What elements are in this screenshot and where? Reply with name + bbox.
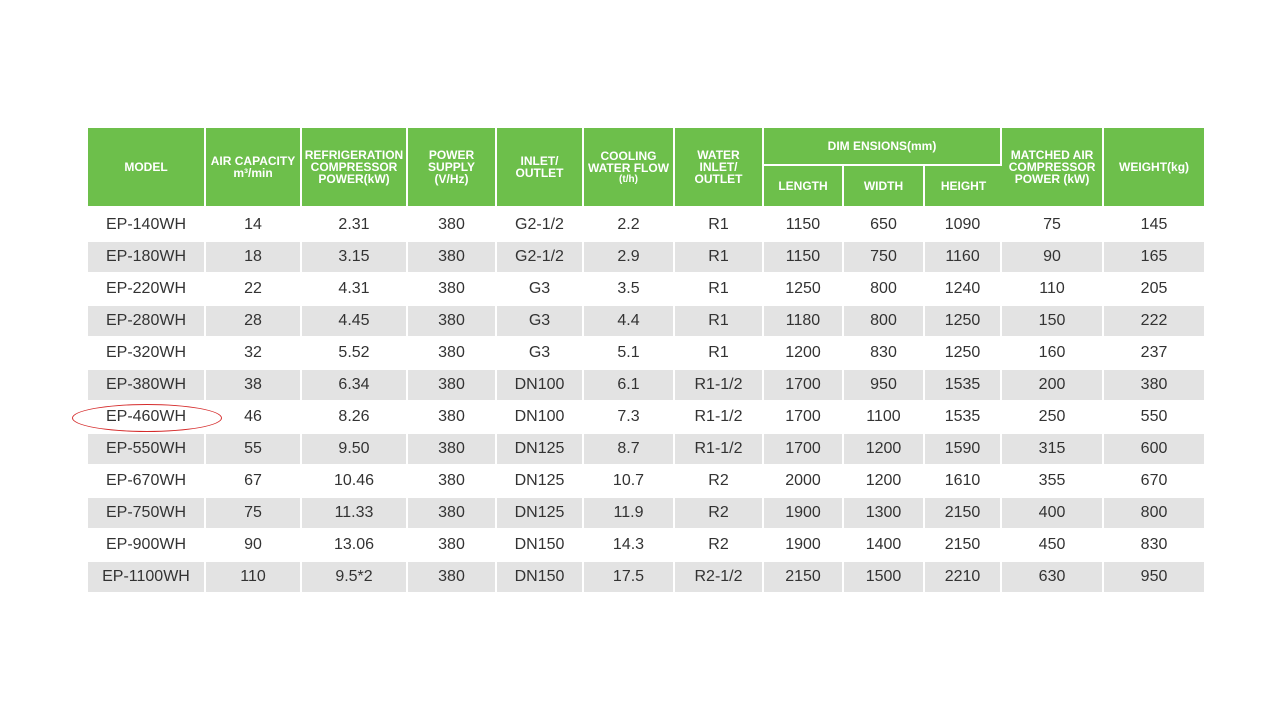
cell-power-supply: 380 (408, 528, 497, 560)
header-air-capacity (206, 128, 302, 206)
cell-cooling-water-flow: 11.9 (584, 496, 675, 528)
cell-model: EP-550WH (88, 432, 206, 464)
cell-model: EP-1100WH (88, 560, 206, 592)
cell-weight: 165 (1104, 240, 1204, 272)
header-power-supply-label: POWER SUPPLY (428, 148, 475, 174)
table-row (88, 304, 1204, 336)
cell-power-supply: 380 (408, 560, 497, 592)
header-water-inlet-outlet: WATER INLET/ OUTLET (675, 128, 764, 206)
cell-air-capacity: 90 (206, 528, 302, 560)
cell-water-inlet-outlet: R1 (675, 304, 764, 336)
cell-refrigeration-power: 9.50 (302, 432, 408, 464)
cell-weight: 205 (1104, 272, 1204, 304)
cell-height: 1090 (925, 206, 1002, 240)
cell-height: 1160 (925, 240, 1002, 272)
cell-weight: 380 (1104, 368, 1204, 400)
cell-width: 800 (844, 272, 925, 304)
cell-matched-air-power: 400 (1002, 496, 1104, 528)
cell-water-inlet-outlet: R1 (675, 272, 764, 304)
cell-water-inlet-outlet: R1-1/2 (675, 368, 764, 400)
cell-air-capacity: 67 (206, 464, 302, 496)
cell-model: EP-180WH (88, 240, 206, 272)
cell-matched-air-power: 315 (1002, 432, 1104, 464)
cell-height: 1250 (925, 304, 1002, 336)
cell-power-supply: 380 (408, 240, 497, 272)
header-cooling-water-flow-label: COOLING WATER FLOW (587, 148, 670, 175)
cell-matched-air-power: 150 (1002, 304, 1104, 336)
cell-water-inlet-outlet: R1 (675, 240, 764, 272)
cell-power-supply: 380 (408, 336, 497, 368)
cell-matched-air-power: 250 (1002, 400, 1104, 432)
cell-length: 1700 (764, 432, 844, 464)
cell-width: 830 (844, 336, 925, 368)
cell-refrigeration-power: 9.5*2 (302, 560, 408, 592)
cell-width: 800 (844, 304, 925, 336)
header-cooling-water-flow-unit: (t/h) (619, 173, 638, 185)
cell-inlet-outlet: DN150 (497, 560, 584, 592)
cell-inlet-outlet: DN125 (497, 432, 584, 464)
cell-power-supply: 380 (408, 464, 497, 496)
cell-water-inlet-outlet: R1-1/2 (675, 432, 764, 464)
header-weight: WEIGHT(kg) (1104, 128, 1204, 206)
cell-cooling-water-flow: 3.5 (584, 272, 675, 304)
cell-length: 1900 (764, 496, 844, 528)
header-length: LENGTH (764, 164, 844, 206)
cell-length: 1900 (764, 528, 844, 560)
cell-weight: 670 (1104, 464, 1204, 496)
cell-cooling-water-flow: 2.9 (584, 240, 675, 272)
table-row (88, 528, 1204, 560)
cell-cooling-water-flow: 17.5 (584, 560, 675, 592)
header-matched-air: MATCHED AIR COMPRESSOR POWER (kW) (1002, 128, 1104, 206)
cell-inlet-outlet: G2-1/2 (497, 240, 584, 272)
cell-length: 1700 (764, 368, 844, 400)
header-air-capacity-label: AIR CAPACITY (210, 154, 296, 168)
cell-water-inlet-outlet: R1 (675, 206, 764, 240)
cell-water-inlet-outlet: R1 (675, 336, 764, 368)
cell-matched-air-power: 110 (1002, 272, 1104, 304)
header-power-supply-unit: (V/Hz) (434, 172, 469, 186)
cell-model: EP-220WH (88, 272, 206, 304)
cell-length: 1180 (764, 304, 844, 336)
cell-length: 1150 (764, 206, 844, 240)
table-row (88, 336, 1204, 368)
cell-width: 650 (844, 206, 925, 240)
header-refrigeration: REFRIGERATION COMPRESSOR POWER(kW) (302, 128, 408, 206)
cell-cooling-water-flow: 4.4 (584, 304, 675, 336)
cell-model: EP-670WH (88, 464, 206, 496)
cell-air-capacity: 38 (206, 368, 302, 400)
cell-cooling-water-flow: 5.1 (584, 336, 675, 368)
table-row (88, 272, 1204, 304)
cell-width: 1400 (844, 528, 925, 560)
cell-cooling-water-flow: 10.7 (584, 464, 675, 496)
cell-cooling-water-flow: 7.3 (584, 400, 675, 432)
cell-matched-air-power: 200 (1002, 368, 1104, 400)
cell-height: 2150 (925, 528, 1002, 560)
cell-weight: 600 (1104, 432, 1204, 464)
cell-power-supply: 380 (408, 496, 497, 528)
cell-width: 1100 (844, 400, 925, 432)
cell-air-capacity: 75 (206, 496, 302, 528)
header-dimensions: DIM ENSIONS(mm) (764, 128, 1002, 164)
cell-height: 1250 (925, 336, 1002, 368)
cell-matched-air-power: 90 (1002, 240, 1104, 272)
spec-table-body (88, 206, 1204, 592)
cell-height: 1535 (925, 400, 1002, 432)
cell-model: EP-140WH (88, 206, 206, 240)
cell-refrigeration-power: 6.34 (302, 368, 408, 400)
header-power-supply (408, 128, 497, 206)
cell-model: EP-460WH (88, 400, 206, 432)
cell-inlet-outlet: G3 (497, 272, 584, 304)
cell-power-supply: 380 (408, 368, 497, 400)
cell-height: 2210 (925, 560, 1002, 592)
cell-inlet-outlet: DN100 (497, 400, 584, 432)
cell-weight: 950 (1104, 560, 1204, 592)
cell-length: 1250 (764, 272, 844, 304)
cell-cooling-water-flow: 14.3 (584, 528, 675, 560)
header-height: HEIGHT (925, 164, 1002, 206)
cell-air-capacity: 18 (206, 240, 302, 272)
cell-model: EP-900WH (88, 528, 206, 560)
header-inlet-outlet: INLET/ OUTLET (497, 128, 584, 206)
table-row (88, 496, 1204, 528)
cell-height: 1610 (925, 464, 1002, 496)
cell-width: 750 (844, 240, 925, 272)
table-row (88, 368, 1204, 400)
cell-water-inlet-outlet: R2-1/2 (675, 560, 764, 592)
table-row (88, 432, 1204, 464)
cell-matched-air-power: 630 (1002, 560, 1104, 592)
cell-inlet-outlet: DN125 (497, 464, 584, 496)
cell-cooling-water-flow: 8.7 (584, 432, 675, 464)
cell-model: EP-380WH (88, 368, 206, 400)
cell-width: 1300 (844, 496, 925, 528)
cell-air-capacity: 46 (206, 400, 302, 432)
header-width: WIDTH (844, 164, 925, 206)
cell-matched-air-power: 160 (1002, 336, 1104, 368)
cell-inlet-outlet: G2-1/2 (497, 206, 584, 240)
cell-weight: 237 (1104, 336, 1204, 368)
cell-inlet-outlet: DN125 (497, 496, 584, 528)
cell-model: EP-320WH (88, 336, 206, 368)
cell-height: 2150 (925, 496, 1002, 528)
cell-length: 2000 (764, 464, 844, 496)
cell-width: 1200 (844, 432, 925, 464)
spec-table (88, 128, 1204, 592)
cell-length: 1700 (764, 400, 844, 432)
cell-weight: 222 (1104, 304, 1204, 336)
table-row (88, 400, 1204, 432)
cell-inlet-outlet: G3 (497, 304, 584, 336)
table-row (88, 206, 1204, 240)
cell-weight: 830 (1104, 528, 1204, 560)
cell-inlet-outlet: DN100 (497, 368, 584, 400)
header-model: MODEL (88, 128, 206, 206)
header-air-capacity-unit: m³/min (233, 166, 273, 180)
cell-power-supply: 380 (408, 432, 497, 464)
cell-matched-air-power: 75 (1002, 206, 1104, 240)
cell-width: 1500 (844, 560, 925, 592)
cell-width: 1200 (844, 464, 925, 496)
cell-refrigeration-power: 2.31 (302, 206, 408, 240)
cell-cooling-water-flow: 2.2 (584, 206, 675, 240)
cell-inlet-outlet: DN150 (497, 528, 584, 560)
cell-refrigeration-power: 3.15 (302, 240, 408, 272)
cell-model: EP-750WH (88, 496, 206, 528)
cell-height: 1535 (925, 368, 1002, 400)
cell-weight: 800 (1104, 496, 1204, 528)
cell-refrigeration-power: 5.52 (302, 336, 408, 368)
cell-air-capacity: 32 (206, 336, 302, 368)
cell-refrigeration-power: 4.45 (302, 304, 408, 336)
header-cooling-water-flow (584, 128, 675, 206)
cell-length: 1200 (764, 336, 844, 368)
cell-air-capacity: 22 (206, 272, 302, 304)
cell-air-capacity: 28 (206, 304, 302, 336)
table-row (88, 240, 1204, 272)
cell-width: 950 (844, 368, 925, 400)
cell-matched-air-power: 355 (1002, 464, 1104, 496)
cell-power-supply: 380 (408, 304, 497, 336)
table-row (88, 464, 1204, 496)
cell-water-inlet-outlet: R2 (675, 528, 764, 560)
cell-air-capacity: 110 (206, 560, 302, 592)
cell-air-capacity: 55 (206, 432, 302, 464)
cell-height: 1240 (925, 272, 1002, 304)
cell-length: 2150 (764, 560, 844, 592)
cell-refrigeration-power: 13.06 (302, 528, 408, 560)
cell-power-supply: 380 (408, 206, 497, 240)
cell-height: 1590 (925, 432, 1002, 464)
cell-refrigeration-power: 4.31 (302, 272, 408, 304)
cell-power-supply: 380 (408, 272, 497, 304)
table-row (88, 560, 1204, 592)
cell-matched-air-power: 450 (1002, 528, 1104, 560)
cell-refrigeration-power: 10.46 (302, 464, 408, 496)
cell-water-inlet-outlet: R2 (675, 464, 764, 496)
cell-cooling-water-flow: 6.1 (584, 368, 675, 400)
cell-weight: 550 (1104, 400, 1204, 432)
cell-power-supply: 380 (408, 400, 497, 432)
cell-inlet-outlet: G3 (497, 336, 584, 368)
cell-length: 1150 (764, 240, 844, 272)
cell-weight: 145 (1104, 206, 1204, 240)
cell-refrigeration-power: 8.26 (302, 400, 408, 432)
cell-model: EP-280WH (88, 304, 206, 336)
cell-refrigeration-power: 11.33 (302, 496, 408, 528)
cell-water-inlet-outlet: R2 (675, 496, 764, 528)
cell-water-inlet-outlet: R1-1/2 (675, 400, 764, 432)
cell-air-capacity: 14 (206, 206, 302, 240)
